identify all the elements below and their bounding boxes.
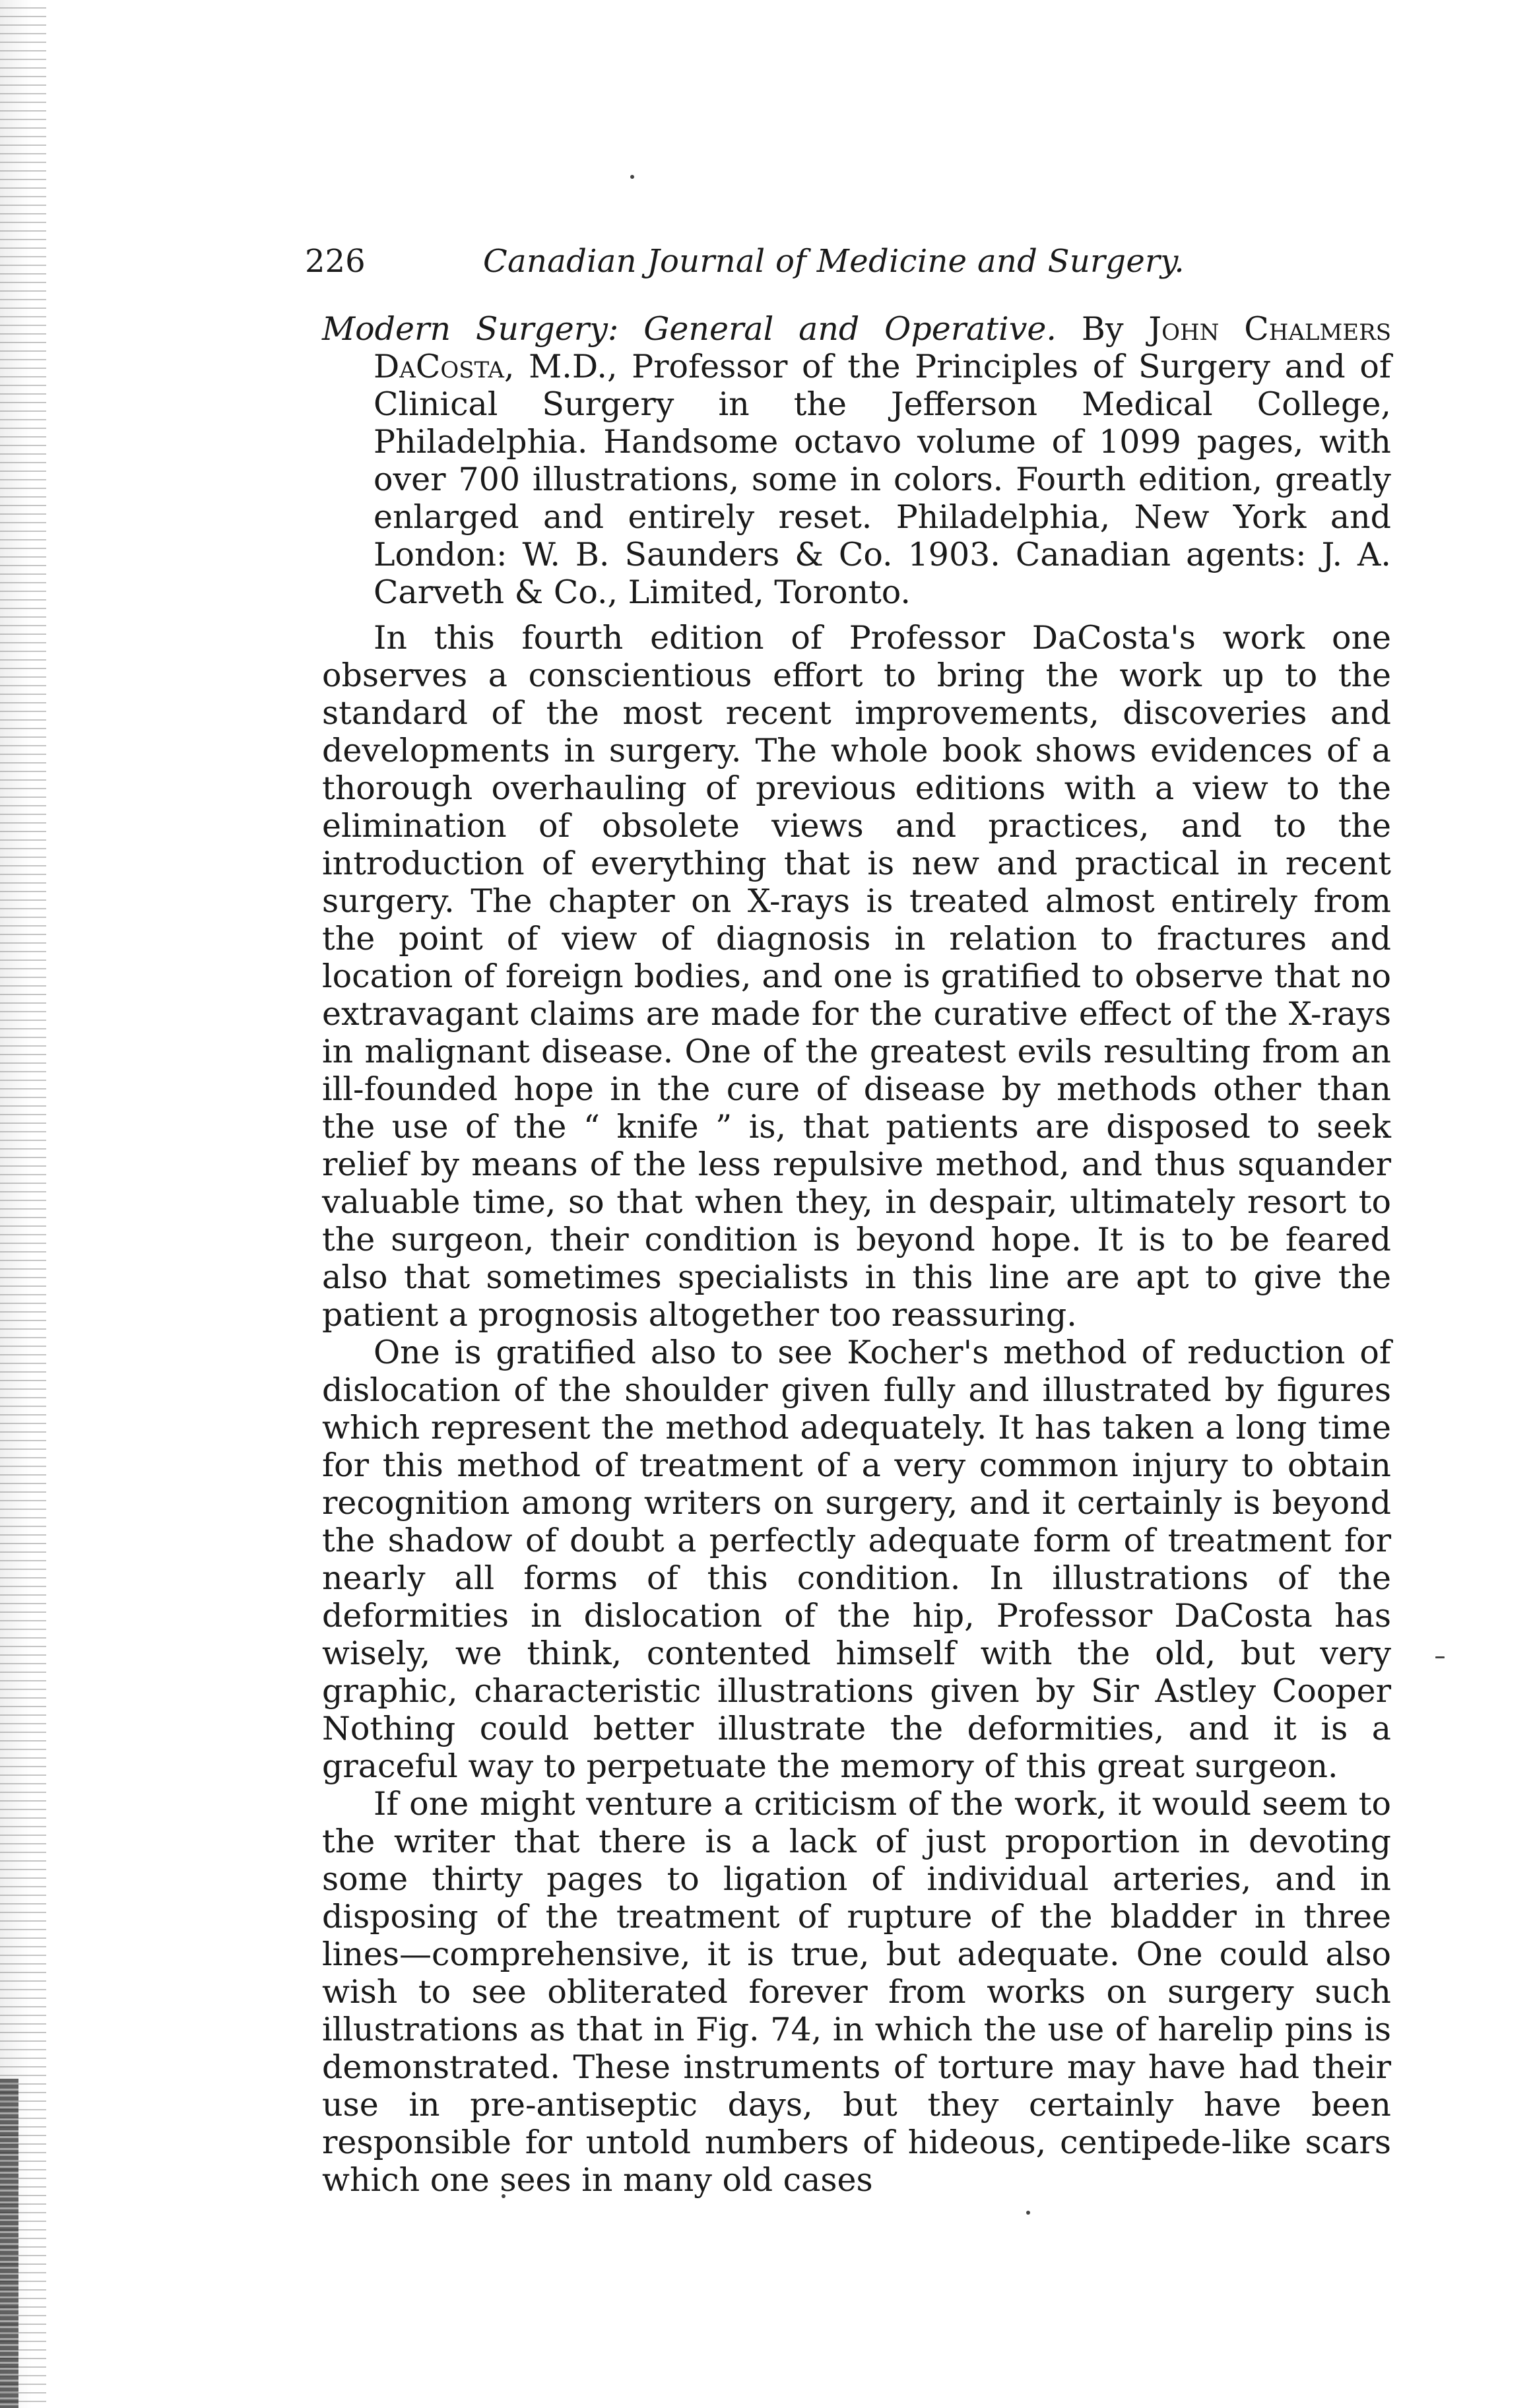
review-paragraph: If one might venture a criticism of the work, it would seem to the writer that there is a lack of just proportion in devoting some thirty pages to ligation of individual arteries, and in disposing of the treatment of rupture of the bladder in three lines—comprehensive, it is true, but adequate. One could also wish to see obliterated forever from works on surgery such illustrations as that in Fig. 74, in which the use of harelip pins is demonstrated. These instruments of torture may have had their use in pre-antiseptic days, but they certainly have been responsible for untold numbers of hideous, centipede-like scars which one sees in many old cases [322,1785,1391,2199]
running-title: Canadian Journal of Medicine and Surgery. [483,243,1185,280]
scan-speck [630,175,634,179]
page-number: 226 [305,243,366,280]
scan-edge-artifact [0,0,46,2408]
citation-details: , M.D., Professor of the Principles of Surgery and of Clinical Surgery in the Jefferson Medical College, Philadelphia. Handsome octavo volume of 1099 pages, with over 700 illustrations, some in colors. Fourth edition, greatly enlarged and entirely reset. Philadelphia, New York and London: W. B. Saunders & Co. 1903. Canadian agents: J. A. Carveth & Co., Limited, Toronto. [374,348,1391,611]
review-paragraph: One is gratified also to see Kocher's method of reduction of dislocation of the shoulder given fully and illustrated by figures which represent the method adequately. It has taken a long time for this method of treatment of a very common injury to obtain recognition among writers on surgery, and it certainly is beyond the shadow of doubt a perfectly adequate form of treatment for nearly all forms of this condition. In illustrations of the deformities in dislocation of the hip, Professor DaCosta has wisely, we think, contented himself with the old, but very graphic, characteristic illustrations given by Sir Astley Cooper Nothing could better illustrate the deformities, and it is a graceful way to perpetuate the memory of this great surgeon. [322,1334,1391,1785]
page-header [305,243,1400,296]
review-paragraph: In this fourth edition of Professor DaCosta's work one observes a conscientious effort to bring the work up to the standard of the most recent improvements, discoveries and developments in surgery. The whole book shows evidences of a thorough overhauling of previous editions with a view to the elimination of obsolete views and practices, and to the introduction of everything that is new and practical in recent surgery. The chapter on X-rays is treated almost entirely from the point of view of diagnosis in relation to fractures and location of foreign bodies, and one is gratified to observe that no extravagant claims are made for the curative effect of the X-rays in malignant disease. One of the greatest evils resulting from an ill-founded hope in the cure of disease by methods other than the use of the “ knife ” is, that patients are disposed to seek relief by means of the less repulsive method, and thus squander valuable time, so that when they, in despair, ultimately resort to the surgeon, their condition is beyond hope. It is to be feared also that sometimes specialists in this line are apt to give the patient a prognosis altogether too reassuring. [322,619,1391,1334]
scan-speck [1026,2211,1030,2215]
scan-speck [1435,1656,1445,1658]
citation-by: By [1081,310,1124,348]
review-body [322,310,1391,2199]
scan-edge-shadow [0,2079,18,2408]
book-citation [322,310,1391,611]
book-author: John Chalmers DaCosta [374,310,1392,385]
book-title: Modern Surgery: General and Operative. [322,310,1057,348]
